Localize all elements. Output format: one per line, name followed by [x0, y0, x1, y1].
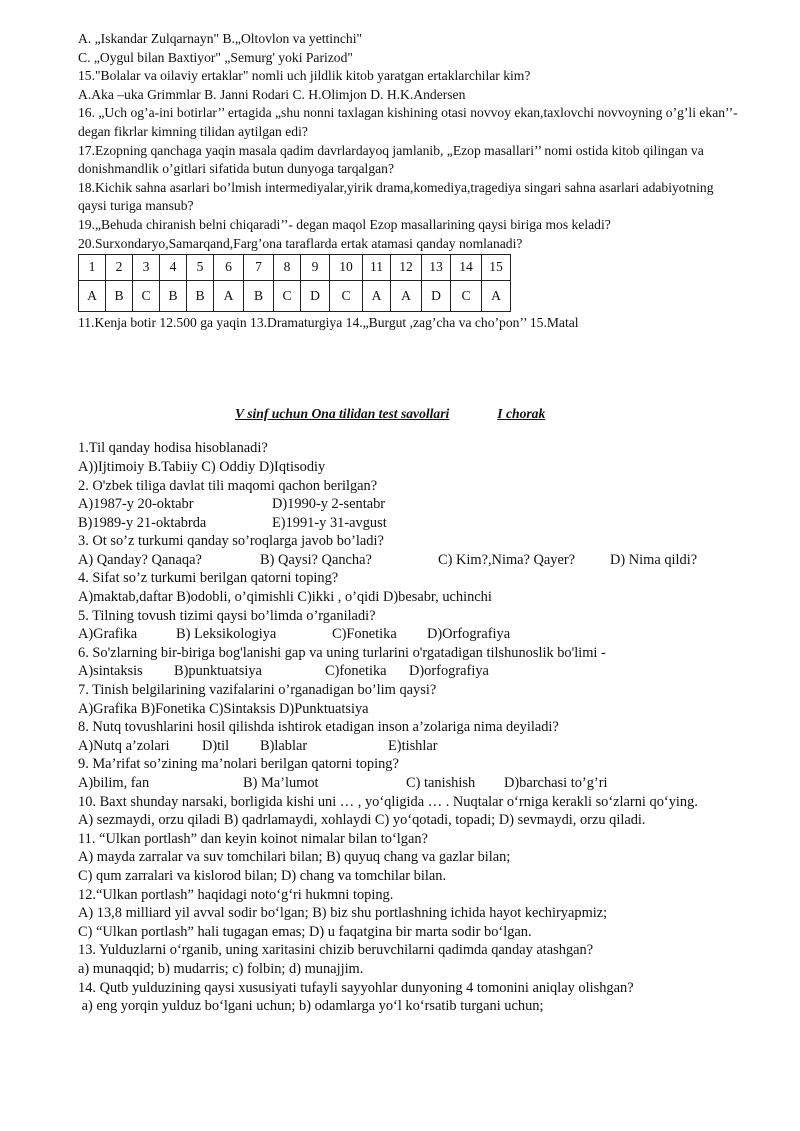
test-question-2-options-row-2 [78, 514, 740, 533]
answer-number-cell: 9 [301, 255, 330, 281]
answer-number-cell: 8 [274, 255, 301, 281]
option-a: A)sintaksis [78, 663, 143, 680]
test-question-1: 1.Til qanday hodisa hisoblanadi? [78, 440, 268, 457]
answer-key-table [78, 254, 511, 312]
test-question-9: 9. Ma’rifat so’zining ma’nolari berilgan qatorni toping? [78, 756, 399, 773]
test-question-12-options-2: C) “Ulkan portlash” hali tugagan emas; D) u faqatgina bir marta sodir bo‘lgan. [78, 923, 532, 940]
question-19: 19.„Behuda chiranish belni chiqaradi’’- degan maqol Ezop masallarining qaysi biriga mos keladi? [78, 216, 611, 232]
option-a: A)bilim, fan [78, 775, 150, 791]
test-question-12-options-1: A) 13,8 milliard yil avval sodir bo‘lgan; B) biz shu portlashning ichida hayot kechiryapmiz; [78, 905, 608, 922]
test-question-10: 10. Baxt shunday narsaki, borligida kishi uni … , yo‘qligida … . Nuqtalar o‘rniga kerakli so‘zlarni qo‘ying. [78, 793, 698, 810]
test-question-3: 3. Ot so’z turkumi qanday so’roqlarga javob bo’ladi? [78, 533, 384, 550]
option-d: D)Orfografiya [427, 626, 511, 643]
test-question-7-options: A)Grafika B)Fonetika C)Sintaksis D)Punktuatsiya [78, 700, 369, 717]
option-b: B)lablar [260, 737, 308, 754]
test-question-4-options: A)maktab,daftar B)odobli, o’qimishli C)ikki , o’qidi D)besabr, uchinchi [78, 589, 492, 606]
option-c: C) Kim?,Nima? Qayer? [438, 551, 576, 568]
answer-letter-cell: A [363, 281, 391, 312]
option-a: A) Qanday? Qanaqa? [78, 551, 202, 568]
option-b: B)punktuatsiya [174, 663, 262, 680]
test-question-7: 7. Tinish belgilarining vazifalarini o’rganadigan bo’lim qaysi? [78, 682, 437, 699]
test-question-6-options [78, 662, 740, 681]
test-question-2-options-row-1 [78, 495, 740, 514]
question-16: 16. „Uch og’a-ini botirlar’’ ertagida „shu nonni taxlagan kishining otasi novvoy ekan,taxlovchi novvoyning o’g’li ekan’’-degan fikrlar kimning tilidan aytilgan edi? [78, 105, 738, 139]
answer-letter-cell: B [106, 281, 133, 312]
open-answers-line: 11.Kenja botir 12.500 ga yaqin 13.Dramaturgiya 14.„Burgut ,zag’cha va cho’pon’’ 15.Matal [78, 315, 579, 331]
test-question-13-options: a) munaqqid; b) mudarris; c) folbin; d) munajjim. [78, 960, 364, 977]
test-title-text: V sinf uchun Ona tilidan test savollari [235, 405, 450, 421]
option-b: B) Ma’lumot [243, 775, 319, 791]
answer-number-cell: 5 [187, 255, 214, 281]
answer-key-numbers-row [79, 255, 511, 281]
option-d: D)orfografiya [409, 663, 489, 680]
answer-letter-cell: B [187, 281, 214, 312]
option-b: B) Qaysi? Qancha? [260, 551, 372, 568]
answer-letter-cell: D [301, 281, 330, 312]
answer-number-cell: 12 [391, 255, 422, 281]
question-18: 18.Kichik sahna asarlari bo’lmish intermediyalar,yirik drama,komediya,tragediya singari sahna asarlari adabiyotning qaysi turiga mansub? [78, 179, 714, 214]
answer-number-cell: 4 [160, 255, 187, 281]
option-b: B)1989-y 21-oktabrda [78, 514, 207, 531]
test-question-11: 11. “Ulkan portlash” dan keyin koinot nimalar bilan to‘lgan? [78, 830, 428, 847]
option-c: C)Fonetika [332, 626, 397, 643]
option-a: A)1987-y 20-oktabr [78, 496, 194, 513]
answer-letter-cell: C [274, 281, 301, 312]
answer-number-cell: 1 [79, 255, 106, 281]
option-d: D) Nima qildi? [610, 551, 698, 568]
test-question-2: 2. O'zbek tiliga davlat tili maqomi qachon berilgan? [78, 477, 378, 494]
test-question-14: 14. Qutb yulduzining qaysi xususiyati tufayli sayyohlar dunyoning 4 tomonini aniqlay olishgan? [78, 979, 634, 996]
option-d: D)1990-y 2-sentabr [272, 496, 386, 513]
test-quarter: I chorak [497, 405, 546, 421]
question-17: 17.Ezopning qanchaga yaqin masala qadim davrlardayoq jamlanib, „Ezop masallari’’ nomi ostida kitob qilingan va donishmandlik o’gitlari sifatida butun dunyoga tarqalgan? [78, 142, 704, 177]
q14-prev-options-line-2: C. „Oygul bilan Baxtiyor" „Semurg' yoki Parizod" [78, 49, 353, 65]
answer-number-cell: 13 [422, 255, 451, 281]
answer-number-cell: 6 [214, 255, 244, 281]
answer-letter-cell: A [482, 281, 511, 312]
test-question-9-options [78, 774, 740, 793]
question-20: 20.Surxondaryo,Samarqand,Farg’ona taraflarda ertak atamasi qanday nomlanadi? [78, 235, 523, 251]
test-question-3-options [78, 551, 740, 570]
test-question-12: 12.“Ulkan portlash” haqidagi noto‘g‘ri hukmni toping. [78, 886, 394, 903]
test-question-1-options: A))Ijtimoiy B.Tabiiy C) Oddiy D)Iqtisodiy [78, 458, 326, 475]
q14-prev-options-line-1: A. „Iskandar Zulqarnayn" B.„Oltovlon va yettinchi" [78, 31, 363, 46]
question-15: 15."Bolalar va oilaviy ertaklar" nomli uch jildlik kitob yaratgan ertaklarchilar kim? [78, 68, 531, 84]
option-d: D)til [202, 737, 230, 754]
answer-number-cell: 7 [244, 255, 274, 281]
test-question-8-options [78, 737, 740, 756]
test-title [235, 405, 740, 424]
answer-letter-cell: D [422, 281, 451, 312]
answer-letter-cell: C [330, 281, 363, 312]
answer-number-cell: 10 [330, 255, 363, 281]
option-d: D)barchasi to’g’ri [504, 775, 608, 791]
test-question-13: 13. Yulduzlarni o‘rganib, uning xaritasini chizib beruvchilarni qadimda qanday atashgan? [78, 942, 594, 959]
answer-letter-cell: B [160, 281, 187, 312]
option-e: E)tishlar [388, 737, 438, 754]
test-question-10-options: A) sezmaydi, orzu qiladi B) qadrlamaydi, xohlaydi C) yo‘qotadi, topadi; D) sevmaydi, orzu qiladi. [78, 812, 646, 829]
test-question-14-options: a) eng yorqin yulduz bo‘lgani uchun; b) odamlarga yo‘l ko‘rsatib turgani uchun; [78, 998, 544, 1015]
answer-letter-cell: A [79, 281, 106, 312]
option-a: A)Grafika [78, 626, 138, 643]
answer-key-letters-row [79, 281, 511, 312]
option-c: C)fonetika [325, 663, 387, 680]
answer-number-cell: 11 [363, 255, 391, 281]
answer-letter-cell: A [214, 281, 244, 312]
test-question-5-options [78, 625, 740, 644]
answer-number-cell: 14 [451, 255, 482, 281]
test-question-11-options-1: A) mayda zarralar va suv tomchilari bilan; B) quyuq chang va gazlar bilan; [78, 849, 511, 866]
answer-number-cell: 15 [482, 255, 511, 281]
question-15-options: A.Aka –uka Grimmlar B. Janni Rodari C. H.Olimjon D. H.K.Andersen [78, 86, 466, 102]
test-question-8: 8. Nutq tovushlarini hosil qilishda ishtirok etadigan inson a’zolariga nima deyiladi? [78, 719, 559, 736]
answer-number-cell: 2 [106, 255, 133, 281]
test-question-5: 5. Tilning tovush tizimi qaysi bo’limda o’rganiladi? [78, 607, 376, 624]
option-e: E)1991-y 31-avgust [272, 514, 387, 531]
answer-letter-cell: C [451, 281, 482, 312]
answer-letter-cell: A [391, 281, 422, 312]
option-a: A)Nutq a’zolari [78, 737, 170, 754]
test-question-6: 6. So'zlarning bir-biriga bog'lanishi gap va uning turlarini o'rgatadigan tilshunoslik bo'limi - [78, 644, 606, 661]
option-b: B) Leksikologiya [176, 626, 277, 643]
answer-letter-cell: C [133, 281, 160, 312]
test-question-11-options-2: C) qum zarralari va kislorod bilan; D) chang va tomchilar bilan. [78, 867, 447, 884]
answer-letter-cell: B [244, 281, 274, 312]
answer-number-cell: 3 [133, 255, 160, 281]
test-question-4: 4. Sifat so’z turkumi berilgan qatorni toping? [78, 570, 339, 587]
option-c: C) tanishish [406, 775, 476, 791]
